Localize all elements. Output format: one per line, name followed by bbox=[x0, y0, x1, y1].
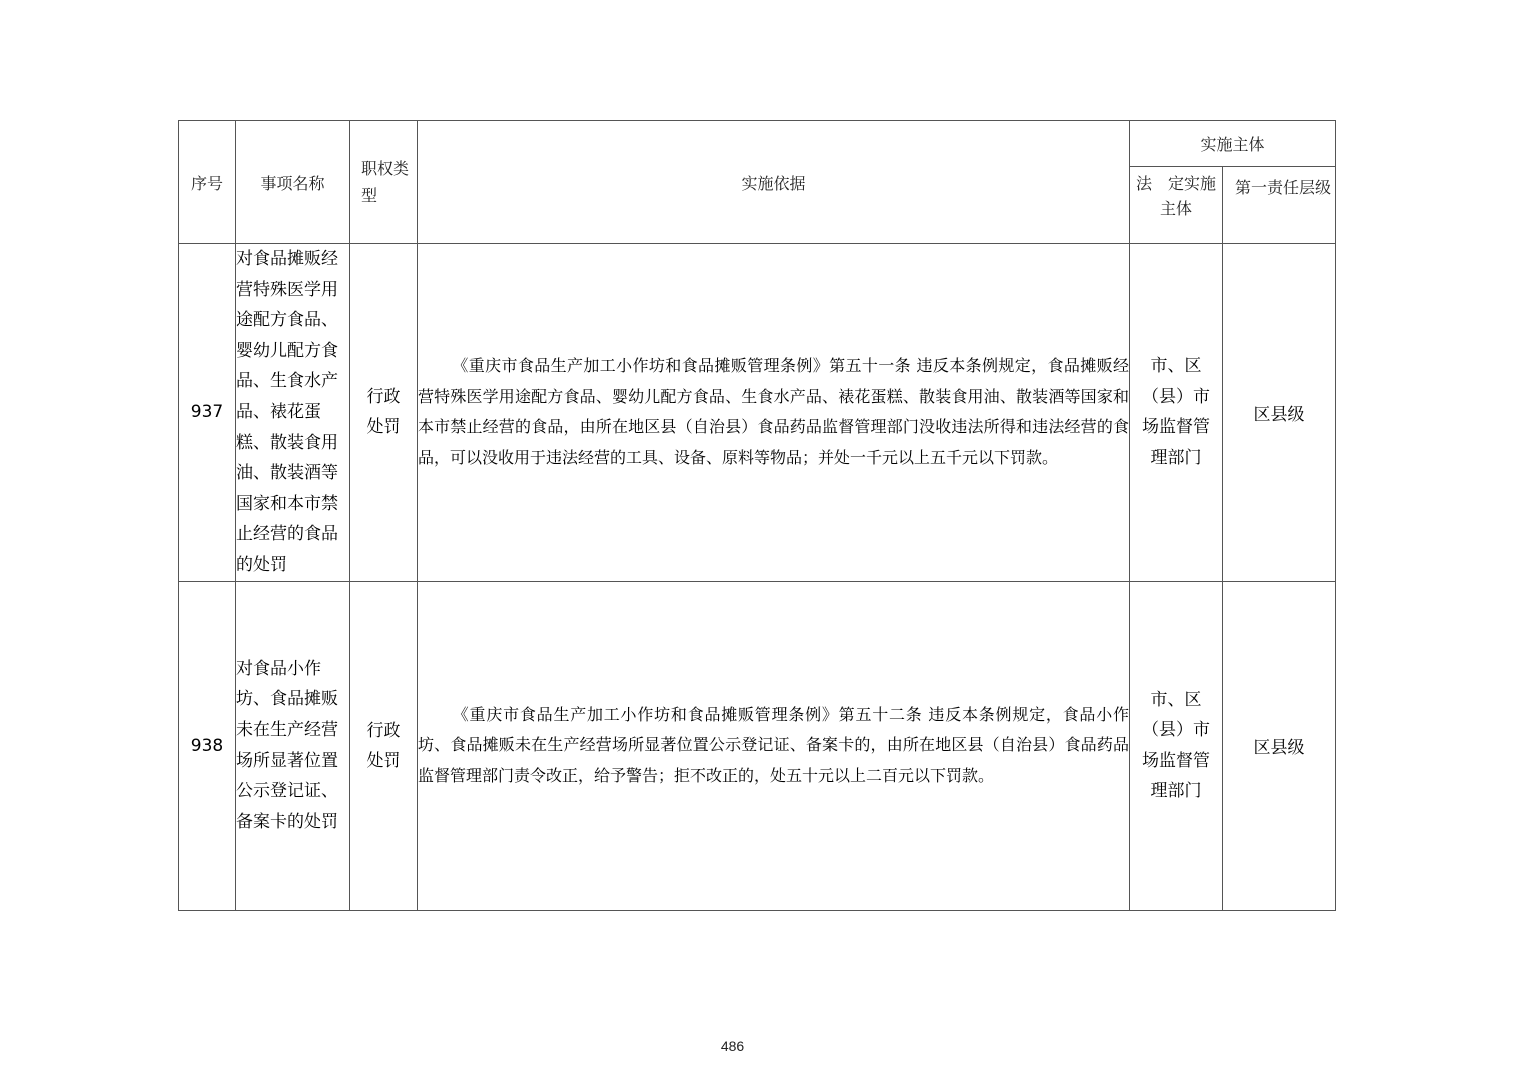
header-subject-group: 实施主体 bbox=[1130, 121, 1336, 167]
header-item-name: 事项名称 bbox=[236, 121, 350, 244]
row-jurisdiction-type: 行政处罚 bbox=[350, 244, 418, 582]
row-first-level: 区县级 bbox=[1223, 581, 1336, 910]
row-basis-text: 《重庆市食品生产加工小作坊和食品摊贩管理条例》第五十一条 违反本条例规定，食品摊贩经营特殊医学用途配方食品、婴幼儿配方食品、生食水产品、裱花蛋糕、散装食用油、散装酒等国家和本市禁止经营的食品，由所在地区县（自治县）食品药品监督管理部门没收违法所得和违法经营的食品，可以没收用于违法经营的工具、设备、原料等物品；并处一千元以上五千元以下罚款。 bbox=[418, 356, 1129, 467]
row-item-name: 对食品摊贩经营特殊医学用途配方食品、婴幼儿配方食品、生食水产品、裱花蛋糕、散装食用油、散装酒等国家和本市禁止经营的食品的处罚 bbox=[236, 244, 350, 582]
header-legal-subject: 法 定实施主体 bbox=[1130, 167, 1223, 244]
row-item-name: 对食品小作坊、食品摊贩未在生产经营场所显著位置公示登记证、备案卡的处罚 bbox=[236, 581, 350, 910]
row-seq: 938 bbox=[179, 581, 236, 910]
row-jurisdiction-type: 行政处罚 bbox=[350, 581, 418, 910]
row-legal-subject: 市、区（县）市场监督管理部门 bbox=[1130, 244, 1223, 582]
row-first-level: 区县级 bbox=[1223, 244, 1336, 582]
row-legal-subject: 市、区（县）市场监督管理部门 bbox=[1130, 581, 1223, 910]
table-row bbox=[179, 244, 1336, 582]
header-first-level: 第一责任层级 bbox=[1223, 167, 1336, 244]
regulation-table bbox=[178, 120, 1336, 911]
row-seq: 937 bbox=[179, 244, 236, 582]
row-basis-text: 《重庆市食品生产加工小作坊和食品摊贩管理条例》第五十二条 违反本条例规定，食品小作坊、食品摊贩未在生产经营场所显著位置公示登记证、备案卡的，由所在地区县（自治县）食品药品监督管理部门责令改正，给予警告；拒不改正的，处五十元以上二百元以下罚款。 bbox=[418, 704, 1129, 785]
row-basis bbox=[418, 581, 1130, 910]
page-number: 486 bbox=[720, 1038, 745, 1054]
table-header-row bbox=[179, 121, 1336, 167]
row-basis bbox=[418, 244, 1130, 582]
header-jurisdiction-type: 职权类型 bbox=[350, 121, 418, 244]
header-seq: 序号 bbox=[179, 121, 236, 244]
table-row bbox=[179, 581, 1336, 910]
header-basis: 实施依据 bbox=[418, 121, 1130, 244]
